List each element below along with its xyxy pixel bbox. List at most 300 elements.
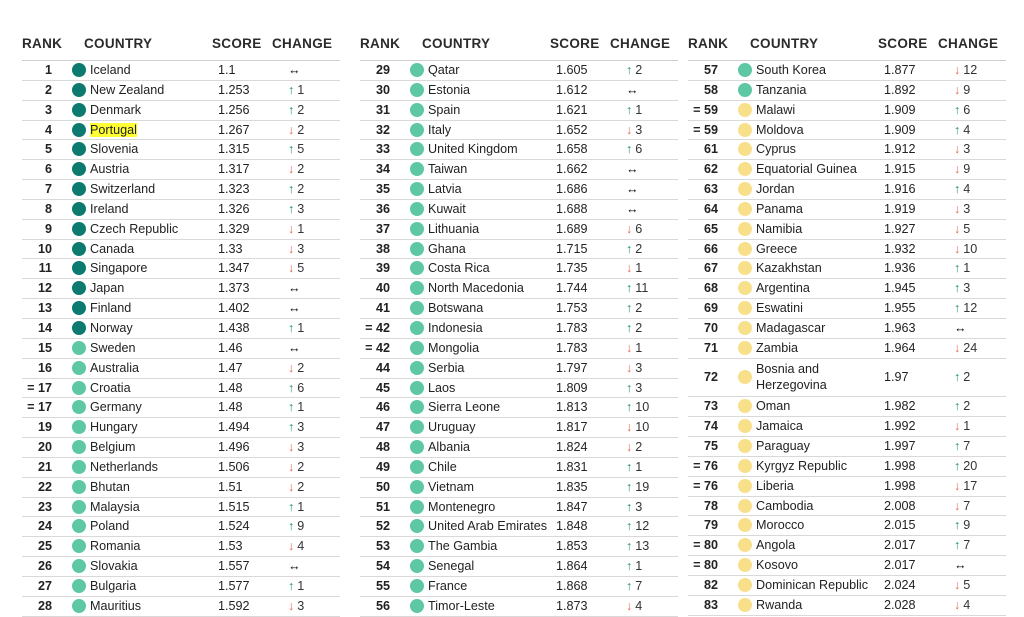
rank-cell: 78 (703, 498, 718, 513)
peace-level-dot-icon (738, 370, 752, 384)
change-value: 6 (635, 221, 643, 236)
peace-level-dot-icon (738, 162, 752, 176)
change-cell (626, 480, 649, 495)
peace-level-dot-icon (410, 103, 424, 117)
peace-level-dot-icon (410, 480, 424, 494)
change-cell (626, 321, 642, 336)
arrow-up-icon: ↑ (954, 122, 961, 137)
change-cell (954, 459, 977, 474)
peace-level-dot-icon (72, 400, 86, 414)
change-value: 1 (963, 261, 971, 276)
change-cell (954, 370, 970, 385)
country-name: Paraguay (756, 439, 810, 454)
arrow-up-icon: ↑ (626, 281, 633, 296)
table-row (688, 140, 1006, 160)
arrow-down-icon: ↓ (954, 63, 961, 77)
peace-level-dot-icon (72, 142, 86, 156)
table-row (22, 458, 340, 478)
peace-level-dot-icon (738, 281, 752, 295)
arrow-up-icon: ↑ (626, 400, 633, 415)
table-row (22, 299, 340, 319)
score-cell: 1.809 (556, 380, 588, 395)
country-cell (428, 440, 470, 455)
rank-cell: 2 (44, 82, 52, 97)
change-cell (954, 598, 970, 613)
change-cell (288, 599, 304, 614)
arrow-down-icon: ↓ (954, 221, 961, 236)
country-name: Croatia (90, 380, 131, 395)
country-cell (756, 439, 810, 454)
change-value: 10 (963, 241, 978, 256)
change-cell (288, 420, 304, 435)
country-cell (756, 242, 797, 257)
table-row (688, 477, 1006, 497)
rank-cell: = 17 (27, 400, 52, 415)
score-cell: 1.373 (218, 281, 250, 296)
country-cell (90, 182, 155, 197)
table-row (688, 437, 1006, 457)
change-cell (288, 123, 304, 138)
rank-cell: 62 (703, 162, 718, 177)
change-cell (954, 83, 970, 98)
peace-level-dot-icon (72, 321, 86, 335)
peace-level-dot-icon (738, 479, 752, 493)
arrow-flat-icon: ↔ (626, 201, 639, 216)
country-cell (90, 142, 138, 157)
country-name: Eswatini (756, 301, 803, 316)
table-row (22, 61, 340, 81)
country-name: Mongolia (428, 340, 480, 355)
arrow-down-icon: ↓ (626, 360, 633, 375)
country-name: Botswana (428, 301, 484, 316)
country-cell (756, 538, 795, 553)
arrow-flat-icon: ↔ (626, 182, 639, 197)
score-cell: 1.494 (218, 420, 250, 435)
table-row (360, 259, 678, 279)
peace-level-dot-icon (410, 261, 424, 275)
score-cell: 1.256 (218, 102, 250, 117)
change-cell (288, 460, 304, 475)
rank-cell: 73 (703, 399, 718, 414)
arrow-up-icon: ↑ (626, 578, 633, 593)
change-cell (954, 558, 970, 573)
arrow-down-icon: ↓ (626, 420, 633, 435)
score-cell: 1.864 (556, 559, 588, 574)
country-cell (90, 480, 130, 495)
rank-cell: 46 (375, 400, 390, 415)
country-cell (428, 460, 457, 475)
table-body (22, 60, 340, 617)
arrow-up-icon: ↑ (288, 201, 295, 216)
country-name: Panama (756, 201, 803, 216)
table-body (360, 60, 678, 617)
rank-cell: 55 (375, 578, 390, 593)
rank-cell: 26 (37, 559, 52, 574)
country-name: Mauritius (90, 598, 142, 613)
country-cell (756, 301, 803, 316)
table-row (360, 101, 678, 121)
score-cell: 1.945 (884, 281, 916, 296)
country-name: Austria (90, 162, 130, 177)
rank-cell: 51 (375, 499, 390, 514)
rank-cell: 79 (703, 518, 718, 533)
country-cell (90, 103, 141, 118)
score-cell: 1.955 (884, 301, 916, 316)
change-cell (954, 419, 970, 434)
change-cell (954, 499, 970, 514)
arrow-flat-icon: ↔ (954, 320, 967, 335)
peace-level-dot-icon (738, 578, 752, 592)
score-cell: 1.46 (218, 340, 243, 355)
change-cell (954, 222, 970, 237)
change-value: 9 (963, 162, 971, 177)
country-cell (756, 459, 847, 474)
rank-cell: 29 (375, 63, 390, 77)
country-name: Senegal (428, 559, 475, 574)
peace-level-dot-icon (72, 500, 86, 514)
country-cell (756, 63, 826, 78)
table-row (688, 61, 1006, 81)
change-cell (626, 103, 642, 118)
change-cell (626, 83, 642, 98)
arrow-up-icon: ↑ (626, 142, 633, 157)
rank-cell: 4 (44, 122, 52, 137)
country-cell (90, 440, 136, 455)
country-cell (756, 578, 868, 593)
rank-cell: 23 (37, 499, 52, 514)
change-value: 7 (963, 439, 971, 454)
country-cell (90, 123, 137, 138)
table-row (360, 81, 678, 101)
peace-level-dot-icon (72, 539, 86, 553)
country-cell (428, 420, 476, 435)
country-cell (428, 261, 490, 276)
header-rank: RANK (22, 36, 63, 51)
country-name: Kyrgyz Republic (756, 458, 847, 473)
arrow-down-icon: ↓ (954, 241, 961, 256)
table-row (360, 379, 678, 399)
peace-level-dot-icon (738, 301, 752, 315)
change-value: 2 (297, 360, 305, 375)
rank-cell: 14 (37, 320, 52, 335)
country-cell (90, 162, 129, 177)
table-row (688, 339, 1006, 359)
change-value: 1 (635, 102, 643, 117)
peace-level-dot-icon (410, 242, 424, 256)
table-row (688, 497, 1006, 517)
change-value: 12 (963, 63, 978, 77)
table-row (688, 576, 1006, 596)
score-cell: 1.783 (556, 320, 588, 335)
table-row (688, 516, 1006, 536)
rank-cell: 45 (375, 380, 390, 395)
change-cell (288, 63, 304, 78)
arrow-down-icon: ↓ (954, 498, 961, 513)
change-value: 9 (297, 519, 305, 534)
country-name: Japan (90, 281, 125, 296)
arrow-down-icon: ↓ (954, 340, 961, 355)
table-row (360, 557, 678, 577)
change-value: 1 (635, 261, 643, 276)
change-cell (626, 222, 642, 237)
peace-level-dot-icon (72, 440, 86, 454)
country-name: Liberia (756, 478, 794, 493)
table-row (688, 457, 1006, 477)
change-cell (288, 400, 304, 415)
peace-level-dot-icon (72, 222, 86, 236)
arrow-down-icon: ↓ (626, 221, 633, 236)
change-cell (954, 162, 970, 177)
table-header (22, 30, 340, 54)
country-cell (90, 321, 133, 336)
arrow-down-icon: ↓ (288, 221, 295, 236)
rank-cell: 61 (703, 142, 718, 157)
change-cell (626, 142, 642, 157)
change-cell (626, 420, 649, 435)
rank-cell: = 42 (365, 320, 390, 335)
arrow-up-icon: ↑ (954, 399, 961, 414)
peace-level-dot-icon (738, 83, 752, 97)
rank-cell: 13 (37, 301, 52, 316)
header-change: CHANGE (272, 36, 333, 51)
score-cell: 1.848 (556, 519, 588, 534)
rank-cell: 33 (375, 142, 390, 157)
change-value: 1 (297, 82, 305, 97)
change-value: 1 (297, 499, 305, 514)
change-cell (954, 242, 977, 257)
arrow-up-icon: ↑ (626, 539, 633, 554)
change-value: 5 (963, 577, 971, 592)
arrow-down-icon: ↓ (288, 440, 295, 455)
change-cell (954, 281, 970, 296)
peace-level-dot-icon (72, 182, 86, 196)
peace-level-dot-icon (72, 261, 86, 275)
peace-level-dot-icon (72, 202, 86, 216)
peace-level-dot-icon (72, 559, 86, 573)
table-row (360, 240, 678, 260)
country-cell (90, 381, 131, 396)
change-cell (954, 123, 970, 138)
country-name: Oman (756, 399, 791, 414)
country-cell (756, 123, 804, 138)
score-cell: 1.53 (218, 539, 243, 554)
country-cell (756, 479, 794, 494)
table-row (22, 101, 340, 121)
change-cell (626, 460, 642, 475)
change-value: 1 (963, 419, 971, 434)
arrow-up-icon: ↑ (626, 479, 633, 494)
score-cell: 1.873 (556, 598, 588, 613)
table-row (22, 438, 340, 458)
peace-level-dot-icon (738, 142, 752, 156)
rank-cell: 9 (44, 221, 52, 236)
rank-cell: 44 (375, 360, 390, 375)
change-cell (626, 63, 642, 78)
peace-level-dot-icon (410, 222, 424, 236)
peace-level-dot-icon (738, 123, 752, 137)
country-name: Namibia (756, 221, 803, 236)
country-cell (90, 261, 147, 276)
change-cell (954, 182, 970, 197)
change-cell (288, 579, 304, 594)
peace-level-dot-icon (72, 242, 86, 256)
arrow-down-icon: ↓ (288, 360, 295, 375)
table-row (22, 379, 340, 399)
change-value: 19 (635, 479, 650, 494)
score-cell: 2.015 (884, 518, 916, 533)
change-cell (626, 242, 642, 257)
score-cell: 1.753 (556, 301, 588, 316)
peace-level-dot-icon (410, 142, 424, 156)
score-cell: 2.024 (884, 577, 916, 592)
change-cell (954, 142, 970, 157)
country-name: Cyprus (756, 142, 796, 157)
change-cell (288, 83, 304, 98)
table-row (22, 597, 340, 617)
peace-level-dot-icon (410, 559, 424, 573)
score-cell: 1.658 (556, 142, 588, 157)
peace-level-dot-icon (410, 321, 424, 335)
change-cell (288, 559, 304, 574)
peace-level-dot-icon (738, 499, 752, 513)
country-cell (756, 142, 796, 157)
country-name: Estonia (428, 82, 471, 97)
country-cell (90, 539, 140, 554)
country-cell (756, 499, 813, 514)
change-cell (954, 399, 970, 414)
change-cell (626, 341, 642, 356)
change-cell (288, 440, 304, 455)
arrow-up-icon: ↑ (288, 102, 295, 117)
arrow-up-icon: ↑ (626, 63, 633, 77)
score-cell: 1.1 (218, 63, 236, 77)
change-value: 2 (635, 320, 643, 335)
table-row (360, 200, 678, 220)
rank-cell: = 59 (693, 102, 718, 117)
rank-cell: 83 (703, 597, 718, 612)
country-cell (756, 321, 825, 336)
peace-level-dot-icon (738, 261, 752, 275)
rank-cell: 32 (375, 122, 390, 137)
change-cell (288, 202, 304, 217)
peace-level-dot-icon (738, 103, 752, 117)
rank-cell: = 42 (365, 340, 390, 355)
country-cell (90, 83, 164, 98)
country-cell (428, 63, 460, 78)
change-value: 2 (635, 301, 643, 316)
rank-cell: 31 (375, 102, 390, 117)
country-name: Bulgaria (90, 578, 137, 593)
arrow-up-icon: ↑ (626, 380, 633, 395)
country-cell (428, 242, 466, 257)
arrow-down-icon: ↓ (954, 478, 961, 493)
rank-cell: 16 (37, 360, 52, 375)
change-cell (626, 519, 649, 534)
rank-cell: 57 (703, 63, 718, 77)
change-value: 2 (297, 122, 305, 137)
change-cell (954, 538, 970, 553)
country-name: Malawi (756, 102, 796, 117)
peace-level-dot-icon (410, 599, 424, 613)
country-name: Hungary (90, 420, 138, 435)
country-cell (90, 222, 178, 237)
score-cell: 1.932 (884, 241, 916, 256)
country-name: Uruguay (428, 420, 476, 435)
rank-cell: 53 (375, 539, 390, 554)
country-cell (756, 162, 857, 177)
change-cell (626, 500, 642, 515)
arrow-down-icon: ↓ (626, 340, 633, 355)
table-row (688, 536, 1006, 556)
score-cell: 1.912 (884, 142, 916, 157)
peace-level-dot-icon (738, 558, 752, 572)
change-cell (626, 381, 642, 396)
score-cell: 1.919 (884, 201, 916, 216)
change-cell (288, 519, 304, 534)
country-cell (756, 281, 810, 296)
rank-cell: 24 (37, 519, 52, 534)
ranking-column-3 (688, 30, 1006, 616)
score-cell: 1.824 (556, 440, 588, 455)
change-value: 2 (963, 399, 971, 414)
rank-cell: 12 (37, 281, 52, 296)
table-row (22, 180, 340, 200)
change-cell (626, 301, 642, 316)
arrow-up-icon: ↑ (626, 301, 633, 316)
score-cell: 1.592 (218, 598, 250, 613)
country-name: Portugal (90, 122, 137, 137)
country-name: North Macedonia (428, 281, 524, 296)
change-value: 2 (297, 459, 305, 474)
score-cell: 1.438 (218, 320, 250, 335)
peace-level-dot-icon (738, 439, 752, 453)
country-name: Iceland (90, 63, 131, 77)
change-cell (626, 400, 649, 415)
change-cell (626, 162, 642, 177)
arrow-up-icon: ↑ (954, 182, 961, 197)
table-row (22, 577, 340, 597)
peace-level-dot-icon (72, 381, 86, 395)
country-cell (428, 361, 464, 376)
table-row (360, 597, 678, 617)
change-value: 20 (963, 458, 978, 473)
score-cell: 1.892 (884, 82, 916, 97)
score-cell: 1.797 (556, 360, 588, 375)
change-cell (954, 439, 970, 454)
change-cell (626, 123, 642, 138)
peace-level-dot-icon (410, 123, 424, 137)
country-name: Costa Rica (428, 261, 490, 276)
change-cell (288, 103, 304, 118)
rank-cell: 25 (37, 539, 52, 554)
header-change: CHANGE (610, 36, 671, 51)
country-name: Kosovo (756, 558, 799, 573)
table-row (688, 180, 1006, 200)
arrow-down-icon: ↓ (288, 261, 295, 276)
arrow-up-icon: ↑ (626, 459, 633, 474)
score-cell: 1.253 (218, 82, 250, 97)
country-name: Serbia (428, 360, 465, 375)
score-cell: 1.621 (556, 102, 588, 117)
table-row (22, 339, 340, 359)
country-cell (428, 202, 466, 217)
arrow-down-icon: ↓ (288, 459, 295, 474)
rank-cell: 20 (37, 440, 52, 455)
rank-cell: = 76 (693, 458, 718, 473)
rank-cell: 36 (375, 201, 390, 216)
country-cell (428, 500, 495, 515)
rank-cell: 66 (703, 241, 718, 256)
